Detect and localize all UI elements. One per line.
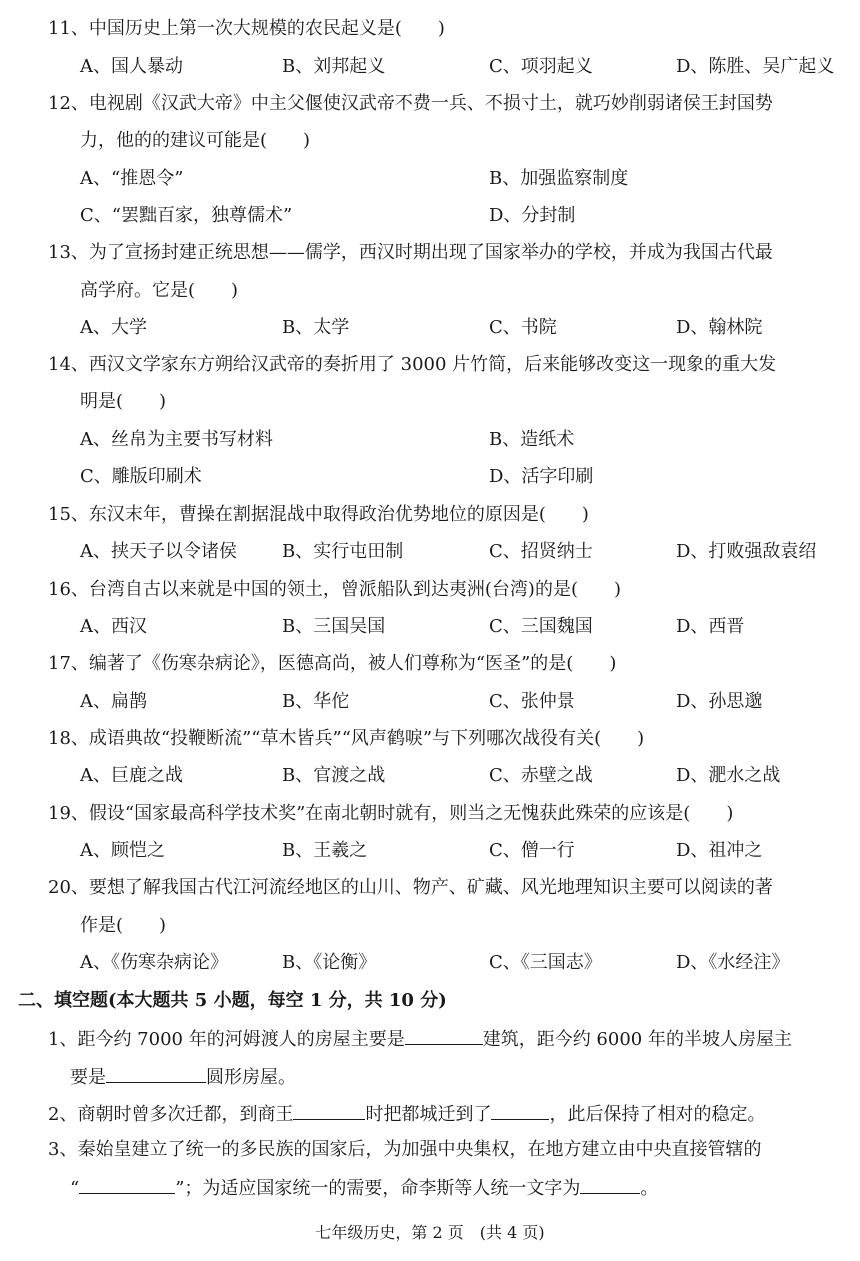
section-title: 二、填空题(本大题共 5 小题，每空 1 分，共 10 分): [18, 990, 447, 1011]
question-20-stem-cont: 作是( ): [80, 915, 167, 936]
fill-2-text-c: ，此后保持了相对的稳定。: [549, 1104, 766, 1125]
fill-question-3: [48, 1138, 761, 1162]
question-14-option-d: D、活字印刷: [489, 466, 594, 487]
question-12-option-c: C、“罢黜百家，独尊儒术”: [80, 205, 293, 226]
question-19-option-b: B、王羲之: [282, 840, 368, 861]
question-19-stem: 19、假设“国家最高科学技术奖”在南北朝时就有，则当之无愧获此殊荣的应该是( ): [48, 803, 734, 824]
question-15-option-a: A、挟天子以令诸侯: [80, 541, 237, 562]
question-20-stem: 20、要想了解我国古代江河流经地区的山川、物产、矿藏、风光地理知识主要可以阅读的著: [48, 877, 773, 898]
question-20-option-b: B、《论衡》: [282, 952, 377, 973]
question-13-option-a: A、大学: [80, 317, 147, 338]
fill-2-text-a: 2、商朝时曾多次迁都，到商王: [48, 1104, 294, 1125]
question-12-option-b: B、加强监察制度: [489, 168, 629, 189]
fill-3-blank-2: [580, 1175, 640, 1194]
question-15-option-d: D、打败强敌袁绍: [676, 541, 817, 562]
question-18-option-b: B、官渡之战: [282, 765, 386, 786]
question-18-option-c: C、赤壁之战: [489, 765, 593, 786]
fill-question-3-cont: [70, 1175, 658, 1201]
question-20-option-d: D、《水经注》: [676, 952, 790, 973]
question-13-option-b: B、太学: [282, 317, 350, 338]
question-16-option-c: C、三国魏国: [489, 616, 593, 637]
fill-3-blank-1: [79, 1175, 175, 1194]
question-12-option-a: A、“推恩令”: [80, 168, 184, 189]
question-18-option-d: D、淝水之战: [676, 765, 781, 786]
fill-1-blank-1: [405, 1026, 483, 1045]
question-11-option-c: C、项羽起义: [489, 56, 593, 77]
question-12-stem-cont: 力，他的的建议可能是( ): [80, 130, 311, 151]
fill-1-text-b: 建筑，距今约 6000 年的半坡人房屋主: [482, 1029, 792, 1050]
question-18-stem: 18、成语典故“投鞭断流”“草木皆兵”“风声鹤唳”与下列哪次战役有关( ): [48, 728, 645, 749]
question-11-option-b: B、刘邦起义: [282, 56, 386, 77]
fill-question-2: [48, 1101, 765, 1127]
question-14-stem: 14、西汉文学家东方朔给汉武帝的奏折用了 3000 片竹简，后来能够改变这一现象的重大发: [48, 354, 777, 375]
fill-2-blank-2: [491, 1101, 549, 1120]
question-15-stem: 15、东汉末年，曹操在割据混战中取得政治优势地位的原因是( ): [48, 504, 589, 525]
question-16-option-b: B、三国吴国: [282, 616, 386, 637]
fill-question-1-cont: [70, 1064, 296, 1090]
fill-3-text-a: 3、秦始皇建立了统一的多民族的国家后，为加强中央集权，在地方建立由中央直接管辖的: [48, 1139, 762, 1160]
question-16-option-d: D、西晋: [676, 616, 745, 637]
question-13-stem-cont: 高学府。它是( ): [80, 280, 239, 301]
question-13-stem: 13、为了宣扬封建正统思想——儒学，西汉时期出现了国家举办的学校，并成为我国古代最: [48, 242, 773, 263]
fill-2-text-b: 时把都城迁到了: [365, 1104, 492, 1125]
question-12-stem: 12、电视剧《汉武大帝》中主父偃使汉武帝不费一兵、不损寸土，就巧妙削弱诸侯王封国势: [48, 93, 773, 114]
question-17-option-d: D、孙思邈: [676, 691, 763, 712]
question-17-stem: 17、编著了《伤寒杂病论》，医德高尚，被人们尊称为“医圣”的是( ): [48, 653, 617, 674]
question-17-option-b: B、华佗: [282, 691, 350, 712]
fill-1-text-a: 1、距今约 7000 年的河姆渡人的房屋主要是: [48, 1029, 405, 1050]
question-16-stem: 16、台湾自古以来就是中国的领土，曾派船队到达夷洲(台湾)的是( ): [48, 579, 621, 600]
question-15-option-b: B、实行屯田制: [282, 541, 404, 562]
question-17-option-a: A、扁鹊: [80, 691, 147, 712]
question-12-option-d: D、分封制: [489, 205, 576, 226]
question-11-stem: 11、中国历史上第一次大规模的农民起义是( ): [48, 18, 445, 39]
question-14-option-c: C、雕版印刷术: [80, 466, 202, 487]
fill-1-text-c: 要是: [70, 1067, 106, 1088]
fill-1-text-d: 圆形房屋。: [206, 1067, 296, 1088]
question-15-option-c: C、招贤纳士: [489, 541, 593, 562]
question-13-option-c: C、书院: [489, 317, 557, 338]
page-footer: 七年级历史，第 2 页 (共 4 页): [315, 1223, 545, 1242]
fill-3-text-d: 。: [640, 1178, 659, 1199]
question-16-option-a: A、西汉: [80, 616, 147, 637]
fill-3-text-b: “: [70, 1178, 80, 1199]
fill-3-text-c: ”；为适应国家统一的需要，命李斯等人统一文字为: [175, 1178, 581, 1199]
question-19-option-a: A、顾恺之: [80, 840, 165, 861]
question-19-option-c: C、僧一行: [489, 840, 575, 861]
question-20-option-c: C、《三国志》: [489, 952, 602, 973]
question-13-option-d: D、翰林院: [676, 317, 763, 338]
question-17-option-c: C、张仲景: [489, 691, 575, 712]
question-14-stem-cont: 明是( ): [80, 391, 167, 412]
fill-1-blank-2: [106, 1064, 206, 1083]
question-18-option-a: A、巨鹿之战: [80, 765, 183, 786]
fill-2-blank-1: [293, 1101, 365, 1120]
fill-question-1: [48, 1026, 792, 1052]
question-11-option-d: D、陈胜、吴广起义: [676, 56, 835, 77]
question-19-option-d: D、祖冲之: [676, 840, 763, 861]
question-14-option-b: B、造纸术: [489, 429, 575, 450]
question-11-option-a: A、国人暴动: [80, 56, 183, 77]
question-14-option-a: A、丝帛为主要书写材料: [80, 429, 273, 450]
question-20-option-a: A、《伤寒杂病论》: [80, 952, 228, 973]
